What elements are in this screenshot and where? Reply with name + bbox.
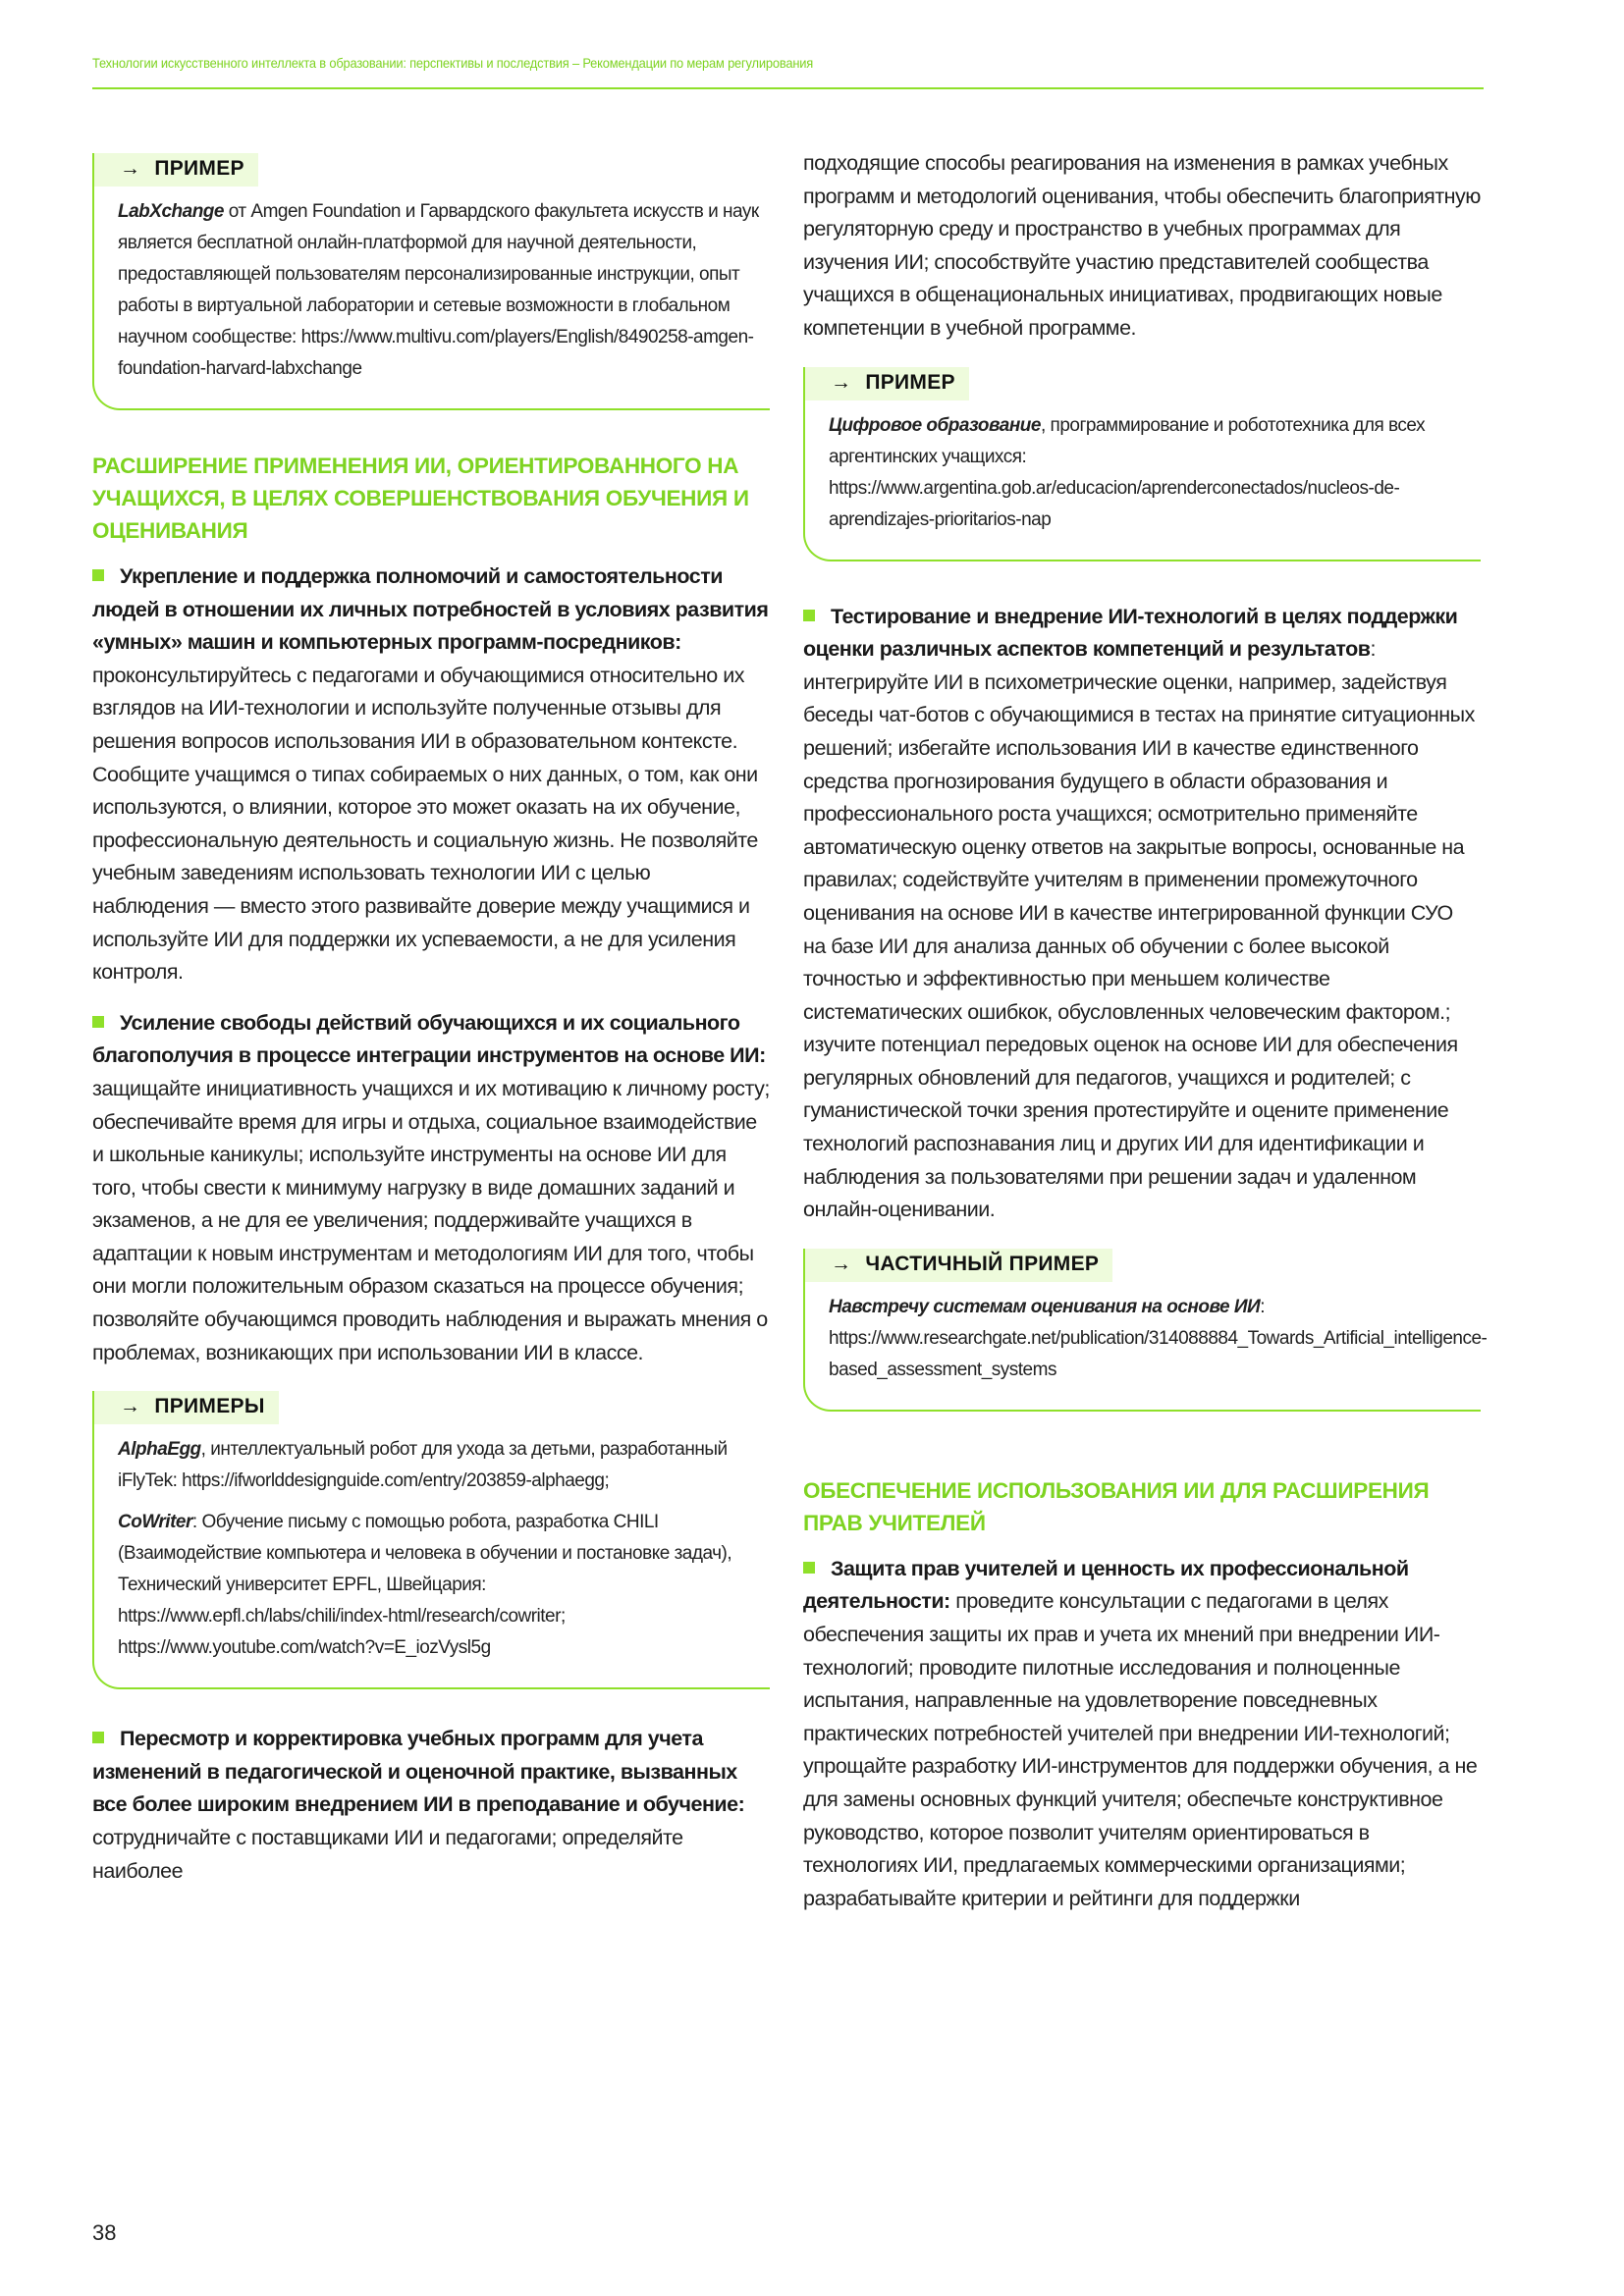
example-tag-label: ЧАСТИЧНЫЙ ПРИМЕР (865, 1252, 1100, 1275)
arrow-right-icon: → (831, 1252, 852, 1275)
example-body (94, 1424, 770, 1664)
example-item-cowriter (118, 1507, 760, 1664)
example-box-argentina (803, 367, 1481, 561)
example-text (829, 410, 1471, 536)
arrow-right-icon: → (831, 370, 852, 394)
bullet-title: Укрепление и поддержка полномочий и самостоятельности людей в отношении их личных потребностей в условиях развития «умных» машин и компьютерных программ-посредников: (92, 564, 769, 655)
bullet-title: Усиление свободы действий обучающихся и их социального благополучия в процессе интеграции инструментов на основе ИИ: (92, 1010, 766, 1068)
example-name: Навстречу системам оценивания на основе ИИ (829, 1296, 1261, 1317)
header-divider (92, 87, 1484, 89)
example-description[interactable]: от Amgen Foundation и Гарвардского факультета искусств и наук является бесплатной онлайн-платформой для научной деятельности, предоставляющей пользователям персонализированные инструкции, опыт работы в виртуальной лаборатории и сетевые возможности в глобальном научном сообществе: https://www.multivu.com/players/English/8490258-amgen-foundation-harvard-labxchange (118, 201, 759, 379)
page-number: 38 (92, 2220, 117, 2245)
bullet-assessment-testing (803, 601, 1481, 1227)
example-tag (805, 1249, 1112, 1282)
bullet-square-icon (803, 1562, 815, 1574)
example-name: CoWriter (118, 1512, 192, 1533)
example-box-researchgate (803, 1249, 1488, 1412)
bullet-teacher-rights (803, 1553, 1481, 1916)
bullet-square-icon (92, 1732, 104, 1743)
bullet-square-icon (803, 610, 815, 621)
running-title: Технологии искусственного интеллекта в образовании: перспективы и последствия – Рекомендации по мерам регулирования (92, 55, 814, 71)
bullet-square-icon (92, 569, 104, 581)
example-tag-label: ПРИМЕРЫ (154, 1395, 265, 1418)
example-body (805, 400, 1481, 536)
bullet-title: Тестирование и внедрение ИИ-технологий в целях поддержки оценки различных аспектов компетенций и результатов (803, 604, 1458, 662)
bullet-text: сотрудничайте с поставщиками ИИ и педагогами; определяйте наиболее (92, 1826, 683, 1883)
bullet-learner-agency (92, 1007, 770, 1370)
example-description[interactable]: : https://www.researchgate.net/publication/314088884_Towards_Artificial_intelligence-based_assessment_systems (829, 1296, 1488, 1380)
example-item-alphaegg (118, 1434, 760, 1497)
example-tag (805, 367, 969, 400)
bullet-empowerment (92, 561, 770, 989)
bullet-text: : интегрируйте ИИ в психометрические оценки, например, задействуя беседы чат-ботов с обучающимися в тестах на принятие ситуационных решений; избегайте использования ИИ в качестве единственного средства прогнозирования будущего в области образования и профессионального роста учащихся; осмотрительно применяйте автоматическую оценку ответов на закрытые вопросы, основанные на правилах; содействуйте учителям в применении промежуточного оценивания на основе ИИ в качестве интегрированной функции СУО на базе ИИ для анализа данных об обучении с более высокой точностью и эффективностью при меньшем количестве систематических ошибкок, обусловленных человеческим фактором.; изучите потенциал передовых оценок на основе ИИ для обеспечения регулярных обновлений для педагогов, учащихся и родителей; с гуманистической точки зрения протестируйте и оцените применение технологий распознавания лиц и других ИИ для идентификации и наблюдения за пользователями при решении задач и удаленном онлайн-оценивании. (803, 637, 1475, 1222)
section-heading-teachers: ОБЕСПЕЧЕНИЕ ИСПОЛЬЗОВАНИЯ ИИ ДЛЯ РАСШИРЕНИЯ ПРАВ УЧИТЕЛЕЙ (803, 1477, 1430, 1535)
example-tag-label: ПРИМЕР (865, 370, 955, 394)
left-column (92, 153, 770, 1888)
continuation-paragraph: подходящие способы реагирования на изменения в рамках учебных программ и методологий оценивания, чтобы обеспечить благоприятную регуляторную среду и пространство в учебных программах для изучения ИИ; способствуйте участию представителей сообщества учащихся в общенациональных инициативах, продвигающих новые компетенции в учебной программе. (803, 151, 1481, 340)
right-column (803, 147, 1488, 1915)
bullet-square-icon (92, 1016, 104, 1028)
example-name: AlphaEgg (118, 1439, 201, 1461)
example-box-alphaegg-cowriter (92, 1391, 770, 1689)
example-tag-label: ПРИМЕР (154, 157, 244, 180)
example-body (805, 1282, 1488, 1386)
example-body (94, 187, 770, 385)
bullet-text: проведите консультации с педагогами в целях обеспечения защиты их прав и учета их мнений при внедрении ИИ-технологий; проводите пилотные исследования и полноценные испытания, направленные на удовлетворение повседневных практических потребностей учителей при внедрении ИИ-технологий; упрощайте разработку ИИ-инструментов для поддержки обучения, а не для замены основных функций учителя; обеспечьте конструктивное руководство, которое позволит учителям ориентироваться в технологиях ИИ, предлагаемых коммерческими организациями; разрабатывайте критерии и рейтинги для поддержки (803, 1589, 1478, 1910)
example-text (829, 1292, 1488, 1386)
example-box-labxchange (92, 153, 770, 410)
example-name: Цифровое образование (829, 414, 1041, 436)
example-description[interactable]: , программирование и робототехника для всех аргентинских учащихся: https://www.argentina.gob.ar/educacion/aprenderconectados/nucleos-de-aprendizajes-prioritarios-nap (829, 414, 1426, 530)
arrow-right-icon: → (120, 1395, 141, 1418)
example-tag (94, 1391, 279, 1424)
example-text (118, 196, 760, 385)
bullet-text: проконсультируйтесь с педагогами и обучающимися относительно их взглядов на ИИ-технологии и используйте полученные отзывы для решения вопросов использования ИИ в образовательном контексте. Сообщите учащимся о типах собираемых о них данных, о том, как они используются, о влиянии, которое это может оказать на их обучение, профессиональную деятельность и социальную жизнь. Не позволяйте учебным заведениям использовать технологии ИИ с целью наблюдения — вместо этого развивайте доверие между учащимися и используйте ИИ для поддержки их успеваемости, а не для усиления контроля. (92, 663, 758, 985)
example-name: LabXchange (118, 201, 224, 222)
bullet-title: Пересмотр и корректировка учебных программ для учета изменений в педагогической и оценочной практике, вызванных все более широким внедрением ИИ в преподавание и обучение: (92, 1727, 745, 1817)
example-description[interactable]: , интеллектуальный робот для ухода за детьми, разработанный iFlyTek: https://ifworlddesignguide.com/entry/203859-alphaegg; (118, 1439, 728, 1492)
example-tag (94, 153, 258, 187)
example-description[interactable]: : Обучение письму с помощью робота, разработка CHILI (Взаимодействие компьютера и человека в обучении и постановке задач), Технический университет EPFL, Швейцария: https://www.epfl.ch/labs/chili/index-html/research/cowriter; https://www.youtube.com/watch?v=E_iozVysl5g (118, 1512, 732, 1659)
bullet-title: Защита прав учителей и ценность их профессиональной деятельности: (803, 1556, 1409, 1614)
bullet-text: защищайте инициативность учащихся и их мотивацию к личному росту; обеспечивайте время для игры и отдыха, социальное взаимодействие и школьные каникулы; используйте инструменты на основе ИИ для того, чтобы свести к минимуму нагрузку в виде домашних заданий и экзаменов, а не для ее увеличения; поддерживайте учащихся в адаптации к новым инструментам и методологиям ИИ для того, чтобы они могли положительным образом сказаться на процессе обучения; позволяйте обучающимся проводить наблюдения и выражать мнения о проблемах, возникающих при использовании ИИ в классе. (92, 1076, 770, 1364)
arrow-right-icon: → (120, 157, 141, 180)
bullet-curriculum-review (92, 1723, 770, 1888)
section-heading-learner-ai: РАСШИРЕНИЕ ПРИМЕНЕНИЯ ИИ, ОРИЕНТИРОВАННОГО НА УЧАЩИХСЯ, В ЦЕЛЯХ СОВЕРШЕНСТВОВАНИЯ ОБУЧЕНИЯ И ОЦЕНИВАНИЯ (92, 454, 749, 543)
